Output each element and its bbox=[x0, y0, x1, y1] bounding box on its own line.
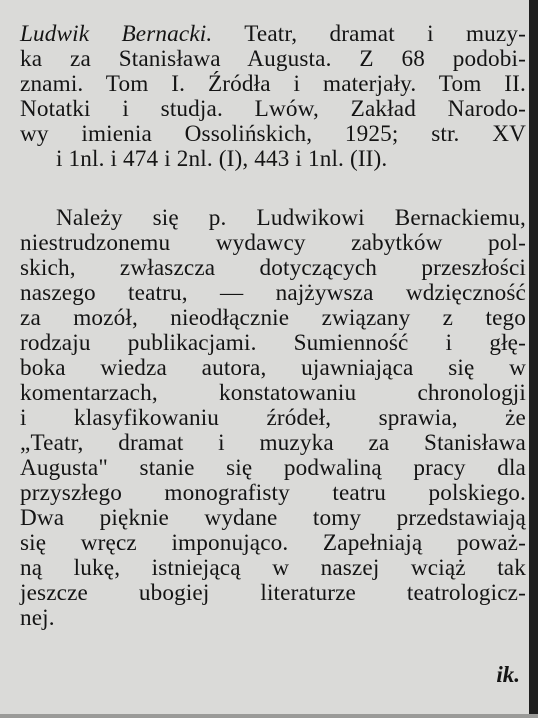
review-line: komentarzach, konstatowaniu chronologji bbox=[20, 380, 526, 406]
column-edge-rule bbox=[529, 0, 538, 718]
review-line: niestrudzonemu wydawcy zabytków pol- bbox=[20, 230, 526, 256]
citation-line-6: i 1nl. i 474 i 2nl. (I), 443 i 1nl. (II). bbox=[56, 146, 388, 172]
citation-line-4: Notatki i studja. Lwów, Zakład Narodo- bbox=[20, 96, 526, 122]
bottom-edge bbox=[0, 714, 538, 718]
review-line: „Teatr, dramat i muzyka za Stanisława bbox=[20, 430, 526, 456]
review-line: boka wiedza autora, ujawniająca się w bbox=[20, 355, 526, 381]
review-line: Dwa pięknie wydane tomy przedstawiają bbox=[20, 505, 526, 531]
bibliographic-entry bbox=[20, 22, 526, 172]
review-line: ną lukę, istniejącą w naszej wciąż tak bbox=[20, 555, 526, 581]
reviewer-signature: ik. bbox=[496, 662, 520, 687]
paragraph-gap bbox=[20, 170, 526, 198]
citation-title: Teatr, dramat i muzy- bbox=[212, 21, 526, 47]
review-body bbox=[20, 206, 526, 631]
review-line: jeszcze ubogiej literaturze teatrologicz- bbox=[20, 580, 526, 606]
review-line: Należy się p. Ludwikowi Bernackiemu, bbox=[56, 205, 526, 231]
review-line: za mozół, nieodłącznie związany z tego bbox=[20, 305, 526, 331]
citation-line-5: wy imienia Ossolińskich, 1925; str. XV bbox=[20, 121, 526, 147]
review-line: skich, zwłaszcza dotyczących przeszłości bbox=[20, 255, 526, 281]
review-line: przyszłego monografisty teatru polskiego. bbox=[20, 480, 526, 506]
author-name: Ludwik Bernacki. bbox=[20, 21, 213, 47]
review-line: rodzaju publikacjami. Sumienność i głę- bbox=[20, 330, 526, 356]
citation-line-1 bbox=[20, 22, 526, 47]
citation-line-2: ka za Stanisława Augusta. Z 68 podobi- bbox=[20, 46, 526, 72]
citation-line-3: znami. Tom I. Źródła i materjały. Tom II. bbox=[20, 71, 526, 97]
review-line: i klasyfikowaniu źródeł, sprawia, że bbox=[20, 405, 526, 431]
review-line: się wręcz imponująco. Zapełniają poważ- bbox=[20, 530, 526, 556]
review-line-last: nej. bbox=[20, 605, 55, 631]
review-line: Augusta" stanie się podwaliną pracy dla bbox=[20, 455, 526, 481]
review-line: naszego teatru, — najżywsza wdzięczność bbox=[20, 280, 526, 306]
